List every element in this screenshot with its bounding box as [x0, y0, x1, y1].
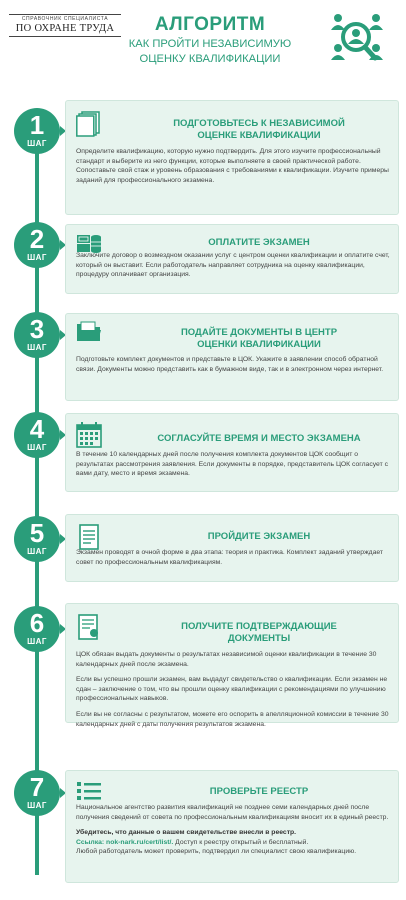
step-1-paragraph: Определите квалификацию, которую нужно подтвердить. Для этого изучите профессиональный стандарт и выберите из него функции, которые выполняете в своей практической работе. Сопоставьте свой стаж и уровень образования с требованиями к квалификации. Изучите примеры заданий для профессионального экзамена.: [76, 148, 389, 184]
step-7-label: ШАГ: [27, 801, 47, 810]
step-1-text: [76, 147, 390, 191]
page-subtitle-line-2: ОЦЕНКУ КВАЛИФИКАЦИИ: [139, 53, 281, 65]
step-6-text: [76, 650, 390, 735]
step-1-title-line-1: ПОДГОТОВЬТЕСЬ К НЕЗАВИСИМОЙ: [173, 118, 345, 129]
step-7-badge: [14, 770, 60, 816]
step-1-number: 1: [29, 110, 45, 140]
documents-stack-icon: [76, 111, 102, 137]
calendar-icon: [76, 422, 102, 448]
step-7-bold-text: Убедитесь, что данные о вашем свидетельстве внесли в реестр.: [76, 829, 297, 837]
step-2-card: [65, 224, 399, 294]
step-1-badge: [14, 108, 60, 154]
step-2-paragraph: Заключите договор о возмездном оказании услуг с центром оценки квалификации и оплатите счет, который он выставит. Если работодатель направляет сотрудника на оценку квалификации, процедуру оплачивает организация.: [76, 252, 390, 279]
step-2-title-line-1: ОПЛАТИТЕ ЭКЗАМЕН: [208, 237, 310, 248]
step-3-number: 3: [29, 314, 45, 344]
logo-bottom-text: ПО ОХРАНЕ ТРУДА: [9, 23, 121, 37]
step-3-title-line-2: ОЦЕНКИ КВАЛИФИКАЦИИ: [197, 339, 321, 350]
step-4-title-line-1: СОГЛАСУЙТЕ ВРЕМЯ И МЕСТО ЭКЗАМЕНА: [157, 433, 361, 444]
step-1-label: ШАГ: [27, 139, 47, 148]
page-subtitle-line-1: КАК ПРОЙТИ НЕЗАВИСИМУЮ: [128, 38, 292, 50]
step-4-text: [76, 450, 390, 485]
step-7-paragraph-2: [76, 828, 390, 838]
step-7-paragraph-3: [76, 838, 390, 848]
step-1-title: [126, 118, 392, 142]
folder-icon: [76, 318, 102, 344]
step-3-paragraph: Подготовьте комплект документов и представьте в ЦОК. Укажите в заявлении способ обратной связи. Документы можно представить как в бумажном виде, так и в электронном через интернет.: [76, 356, 384, 373]
step-3-title: [126, 327, 392, 351]
step-7-title: [126, 786, 392, 798]
step-2-badge: [14, 222, 60, 268]
step-4-card: [65, 413, 399, 492]
step-4-paragraph: В течение 10 календарных дней после получения комплекта документов ЦОК сообщит о результатах рассмотрения заявления. Если документы в порядке, представитель ЦОК согласует с вами дату, место и время экзамена.: [76, 451, 389, 478]
step-6-title: [126, 621, 392, 645]
step-2-label: ШАГ: [27, 253, 47, 262]
step-3-card: [65, 313, 399, 401]
step-6-badge: [14, 606, 60, 652]
step-6-paragraph-3: Если вы не согласны с результатом, можете его оспорить в апелляционной комиссии в течение 30 календарных дней с даты получения результатов экзамена.: [76, 710, 389, 728]
step-5-paragraph: Экзамен проводят в очной форме в два этапа: теория и практика. Комплект заданий утверждает совет по профессиональным квалификациям.: [76, 549, 384, 566]
step-7-text: [76, 803, 390, 863]
step-5-label: ШАГ: [27, 547, 47, 556]
step-3-badge: [14, 312, 60, 358]
logo-top-text: СПРАВОЧНИК СПЕЦИАЛИСТА: [9, 14, 121, 22]
step-4-number: 4: [29, 414, 45, 444]
people-search-icon: [326, 8, 388, 70]
step-6-paragraph-2: Если вы успешно прошли экзамен, вам выдадут свидетельство о квалификации. Если экзамен не сдан – заключение о том, что вы прошли оценку квалификации с рекомендациями по улучшению профессиональных навыков.: [76, 676, 388, 703]
step-6-title-line-1: ПОЛУЧИТЕ ПОДТВЕРЖДАЮЩИЕ: [181, 621, 337, 632]
step-2-number: 2: [29, 224, 45, 254]
step-3-text: [76, 355, 390, 380]
step-6-title-line-2: ДОКУМЕНТЫ: [227, 633, 291, 644]
document-icon: [76, 524, 102, 550]
step-5-title: [126, 531, 392, 543]
step-6-number: 6: [29, 608, 45, 638]
step-2-title: [126, 237, 392, 249]
step-5-card: [65, 514, 399, 582]
certificate-icon: [76, 614, 102, 640]
step-7-title-line-1: ПРОВЕРЬТЕ РЕЕСТР: [209, 786, 309, 797]
step-7-number: 7: [29, 772, 45, 802]
step-7-link-note: Доступ к реестру открытый и бесплатный.: [173, 838, 309, 846]
step-6-paragraph-1: ЦОК обязан выдать документы о результатах независимой оценки квалификации в течение 30 календарных дней после экзамена.: [76, 651, 377, 668]
step-2-text: [76, 251, 390, 286]
step-7-paragraph-4: Любой работодатель может проверить, подтвердил ли специалист свою квалификацию.: [76, 848, 357, 856]
step-3-title-line-1: ПОДАЙТЕ ДОКУМЕНТЫ В ЦЕНТР: [180, 327, 338, 338]
registry-link[interactable]: Ссылка: nok-nark.ru/cert/list/.: [76, 838, 174, 846]
step-5-title-line-1: ПРОЙДИТЕ ЭКЗАМЕН: [207, 531, 311, 542]
step-6-card: [65, 603, 399, 728]
step-4-label: ШАГ: [27, 443, 47, 452]
step-1-title-line-2: ОЦЕНКЕ КВАЛИФИКАЦИИ: [197, 130, 321, 141]
checklist-icon: [76, 779, 102, 805]
step-5-text: [76, 548, 390, 573]
step-3-label: ШАГ: [27, 343, 47, 352]
step-1-card: [65, 100, 399, 215]
step-5-badge: [14, 516, 60, 562]
step-5-number: 5: [29, 518, 45, 548]
page-title: АЛГОРИТМ: [154, 14, 266, 35]
step-7-card: [65, 770, 399, 883]
step-4-badge: [14, 412, 60, 458]
step-7-paragraph-1: Национальное агентство развития квалификаций не позднее семи календарных дней после получения сведений от совета по профессиональным квалификациям вносит их в единый реестр.: [76, 804, 389, 821]
step-6-label: ШАГ: [27, 637, 47, 646]
step-4-title: [126, 433, 392, 445]
page-title-block: [95, 14, 325, 66]
